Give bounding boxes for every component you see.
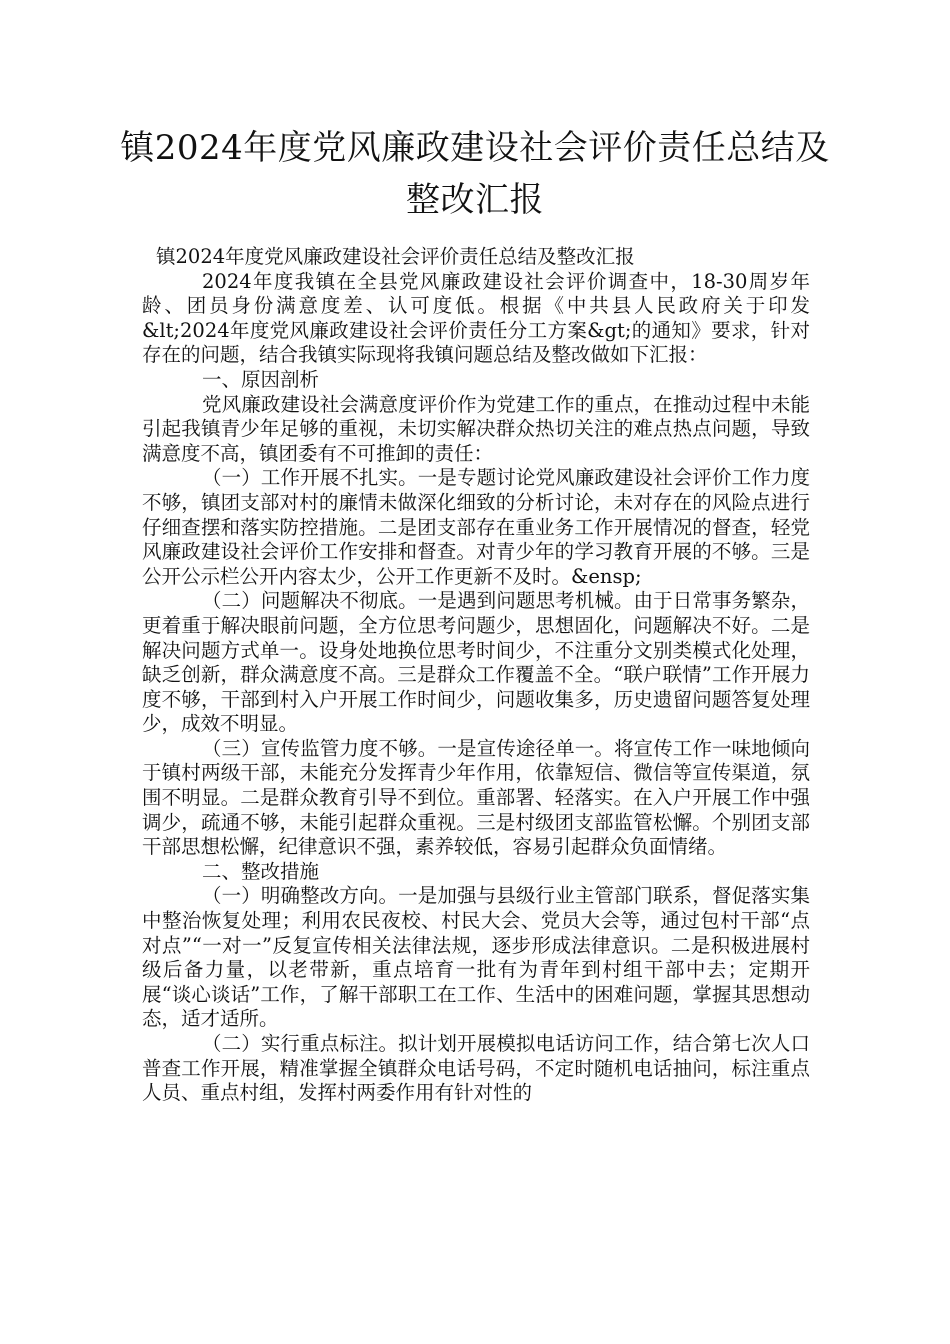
document-subtitle: 镇2024年度党风廉政建设社会评价责任总结及整改汇报 (156, 245, 635, 268)
paragraph: （二）实行重点标注。拟计划开展模拟电话访问工作，结合第七次人口普查工作开展，精准掌握全镇群众电话号码，不定时随机电话抽问，标注重点人员、重点村组，发挥村两委作用有针对性的 (142, 1032, 810, 1105)
paragraph: 一、原因剖析 (202, 367, 320, 391)
paragraph: （一）工作开展不扎实。一是专题讨论党风廉政建设社会评价工作力度不够，镇团支部对村的廉情未做深化细致的分析讨论，未对存在的风险点进行仔细查摆和落实防控措施。二是团支部存在重业务工作开展情况的督查，轻党风廉政建设社会评价工作安排和督查。对青少年的学习教育开展的不够。三是公开公示栏公开内容太少，公开工作更新不及时。&ensp; (142, 466, 810, 588)
paragraph: 2024年度我镇在全县党风廉政建设社会评价调查中，18-30周岁年龄、团员身份满意度差、认可度低。根据《中共县人民政府关于印发&lt;2024年度党风廉政建设社会评价责任分工方案&gt;的通知》要求，针对存在的问题，结合我镇实际现将我镇问题总结及整改做如下汇报： (142, 269, 810, 367)
paragraph: 二、整改措施 (202, 859, 320, 883)
paragraph: （二）问题解决不彻底。一是遇到问题思考机械。由于日常事务繁杂，更着重于解决眼前问题，全方位思考问题少，思想固化，问题解决不好。二是解决问题方式单一。设身处地换位思考时间少，不注重分文别类模式化处理，缺乏创新，群众满意度不高。三是群众工作覆盖不全。“联户联情”工作开展力度不够，干部到村入户开展工作时间少，问题收集多，历史遗留问题答复处理少，成效不明显。 (142, 589, 810, 736)
document-body (142, 245, 810, 1106)
paragraph: （三）宣传监管力度不够。一是宣传途径单一。将宣传工作一味地倾向于镇村两级干部，未能充分发挥青少年作用，依靠短信、微信等宣传渠道，氛围不明显。二是群众教育引导不到位。重部署、轻落实。在入户开展工作中强调少，疏通不够，未能引起群众重视。三是村级团支部监管松懈。个别团支部干部思想松懈，纪律意识不强，素养较低，容易引起群众负面情绪。 (142, 736, 810, 859)
paragraph: （一）明确整改方向。一是加强与县级行业主管部门联系，督促落实集中整治恢复处理；利用农民夜校、村民大会、党员大会等，通过包村干部“点对点”“一对一”反复宣传相关法律法规，逐步形成法律意识。二是积极进展村级后备力量，以老带新，重点培育一批有为青年到村组干部中去；定期开展“谈心谈话”工作，了解干部职工在工作、生活中的困难问题，掌握其思想动态，适才适所。 (142, 884, 810, 1031)
document-title: 镇2024年度党风廉政建设社会评价责任总结及整改汇报 (120, 128, 830, 220)
paragraph: 党风廉政建设社会满意度评价作为党建工作的重点，在推动过程中未能引起我镇青少年足够的重视，未切实解决群众热切关注的难点热点问题，导致满意度不高，镇团委有不可推卸的责任： (142, 392, 810, 465)
